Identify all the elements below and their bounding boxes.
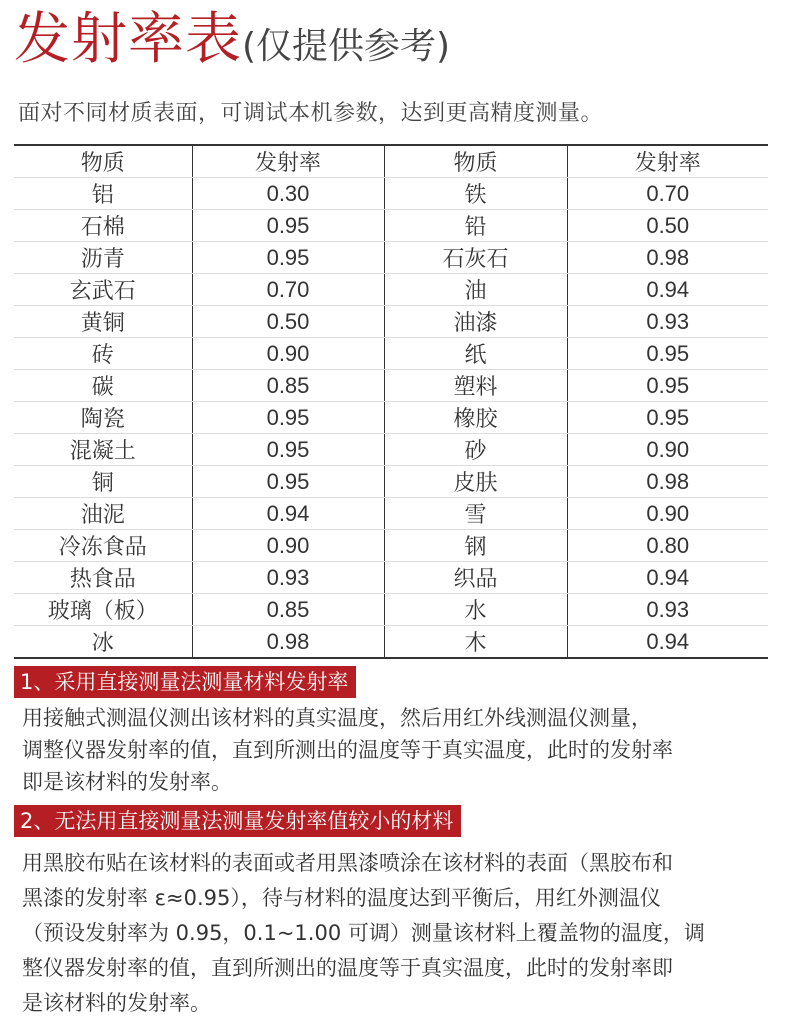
material-cell: 混凝土 bbox=[14, 434, 192, 466]
emissivity-cell: 0.50 bbox=[192, 306, 384, 338]
table-row bbox=[14, 370, 768, 402]
paragraph-line: 调整仪器发射率的值，直到所测出的温度等于真实温度，此时的发射率 bbox=[22, 738, 673, 762]
header-material: 物质 bbox=[384, 145, 567, 178]
table-row bbox=[14, 210, 768, 242]
emissivity-cell: 0.98 bbox=[192, 626, 384, 659]
emissivity-cell: 0.94 bbox=[567, 562, 768, 594]
table-row bbox=[14, 242, 768, 274]
material-cell: 石棉 bbox=[14, 210, 192, 242]
paragraph-line: 用接触式测温仪测出该材料的真实温度，然后用红外线测温仪测量， bbox=[22, 706, 652, 730]
section-heading-2: 2、无法用直接测量法测量发射率值较小的材料 bbox=[14, 805, 461, 837]
material-cell: 木 bbox=[384, 626, 567, 659]
paragraph-line: 整仪器发射率的值，直到所测出的温度等于真实温度，此时的发射率即 bbox=[22, 956, 673, 980]
emissivity-cell: 0.50 bbox=[567, 210, 768, 242]
emissivity-cell: 0.70 bbox=[192, 274, 384, 306]
material-cell: 冰 bbox=[91, 631, 114, 656]
table-row bbox=[14, 626, 768, 659]
paragraph-line: 是该材料的发射率。 bbox=[22, 991, 211, 1015]
table-row bbox=[14, 498, 768, 530]
paragraph-line: （预设发射率为 0.95，0.1~1.00 可调）测量该材料上覆盖物的温度，调 bbox=[22, 921, 705, 945]
header-emissivity: 发射率 bbox=[192, 145, 384, 178]
emissivity-cell: 0.80 bbox=[567, 530, 768, 562]
table-row bbox=[14, 562, 768, 594]
section-2-text bbox=[22, 846, 766, 1021]
emissivity-cell: 0.93 bbox=[567, 306, 768, 338]
paragraph-line: 即是该材料的发射率。 bbox=[22, 770, 232, 794]
table-row bbox=[14, 434, 768, 466]
table-header-row bbox=[14, 145, 768, 178]
material-cell: 水 bbox=[384, 594, 567, 626]
material-cell: 热食品 bbox=[14, 562, 192, 594]
paragraph-line: 用黑胶布贴在该材料的表面或者用黑漆喷涂在该材料的表面（黑胶布和 bbox=[22, 851, 673, 875]
intro-text: 面对不同材质表面，可调试本机参数，达到更高精度测量。 bbox=[18, 101, 604, 126]
material-cell: 铁 bbox=[384, 178, 567, 210]
emissivity-cell: 0.90 bbox=[192, 530, 384, 562]
emissivity-cell: 0.85 bbox=[192, 370, 384, 402]
emissivity-cell: 0.98 bbox=[567, 242, 768, 274]
emissivity-cell: 0.95 bbox=[567, 370, 768, 402]
material-cell: 玻璃（板） bbox=[14, 594, 192, 626]
emissivity-cell: 0.30 bbox=[192, 178, 384, 210]
table-row bbox=[14, 178, 768, 210]
material-cell: 油 bbox=[384, 274, 567, 306]
emissivity-cell: 0.93 bbox=[567, 594, 768, 626]
paragraph-line: 黑漆的发射率 ε≈0.95），待与材料的温度达到平衡后，用红外测温仪 bbox=[22, 886, 661, 910]
emissivity-cell: 0.95 bbox=[192, 434, 384, 466]
emissivity-cell: 0.95 bbox=[192, 466, 384, 498]
table-row bbox=[14, 274, 768, 306]
emissivity-cell: 0.95 bbox=[567, 402, 768, 434]
material-cell: 橡胶 bbox=[384, 402, 567, 434]
table-body bbox=[14, 178, 768, 659]
emissivity-cell: 0.90 bbox=[567, 498, 768, 530]
section-1-text bbox=[22, 702, 766, 798]
title-subtitle-note: (仅提供参考) bbox=[242, 26, 451, 67]
emissivity-cell: 0.94 bbox=[192, 498, 384, 530]
emissivity-cell: 0.94 bbox=[567, 274, 768, 306]
material-cell: 织品 bbox=[384, 562, 567, 594]
emissivity-cell: 0.95 bbox=[192, 210, 384, 242]
header-material: 物质 bbox=[14, 145, 192, 178]
material-cell: 玄武石 bbox=[14, 274, 192, 306]
emissivity-cell: 0.94 bbox=[567, 626, 768, 659]
header-emissivity: 发射率 bbox=[567, 145, 768, 178]
emissivity-cell: 0.98 bbox=[567, 466, 768, 498]
material-cell: 油泥 bbox=[14, 498, 192, 530]
table-row bbox=[14, 338, 768, 370]
material-cell: 雪 bbox=[384, 498, 567, 530]
material-cell: 铝 bbox=[14, 178, 192, 210]
material-cell: 砂 bbox=[384, 434, 567, 466]
emissivity-table bbox=[14, 144, 768, 659]
emissivity-cell: 0.93 bbox=[192, 562, 384, 594]
material-cell: 皮肤 bbox=[384, 466, 567, 498]
table-row bbox=[14, 466, 768, 498]
section-heading-1: 1、采用直接测量法测量材料发射率 bbox=[14, 666, 356, 698]
emissivity-cell: 0.95 bbox=[192, 242, 384, 274]
material-cell: 铜 bbox=[14, 466, 192, 498]
table-row bbox=[14, 402, 768, 434]
material-cell: 塑料 bbox=[384, 370, 567, 402]
emissivity-cell: 0.90 bbox=[567, 434, 768, 466]
table-row bbox=[14, 594, 768, 626]
material-cell: 钢 bbox=[384, 530, 567, 562]
material-cell: 铅 bbox=[384, 210, 567, 242]
title-main: 发射率表 bbox=[14, 7, 242, 72]
emissivity-cell: 0.95 bbox=[567, 338, 768, 370]
material-cell: 碳 bbox=[14, 370, 192, 402]
material-cell: 石灰石 bbox=[384, 242, 567, 274]
material-cell: 砖 bbox=[14, 338, 192, 370]
emissivity-cell: 0.85 bbox=[192, 594, 384, 626]
table-row bbox=[14, 530, 768, 562]
material-cell: 沥青 bbox=[14, 242, 192, 274]
material-cell: 陶瓷 bbox=[14, 402, 192, 434]
page-title bbox=[14, 7, 451, 72]
material-cell: 黄铜 bbox=[14, 306, 192, 338]
material-cell: 油漆 bbox=[384, 306, 567, 338]
emissivity-cell: 0.95 bbox=[192, 402, 384, 434]
material-cell: 纸 bbox=[384, 338, 567, 370]
material-cell: 冷冻食品 bbox=[14, 530, 192, 562]
emissivity-cell: 0.90 bbox=[192, 338, 384, 370]
emissivity-cell: 0.70 bbox=[567, 178, 768, 210]
table-row bbox=[14, 306, 768, 338]
